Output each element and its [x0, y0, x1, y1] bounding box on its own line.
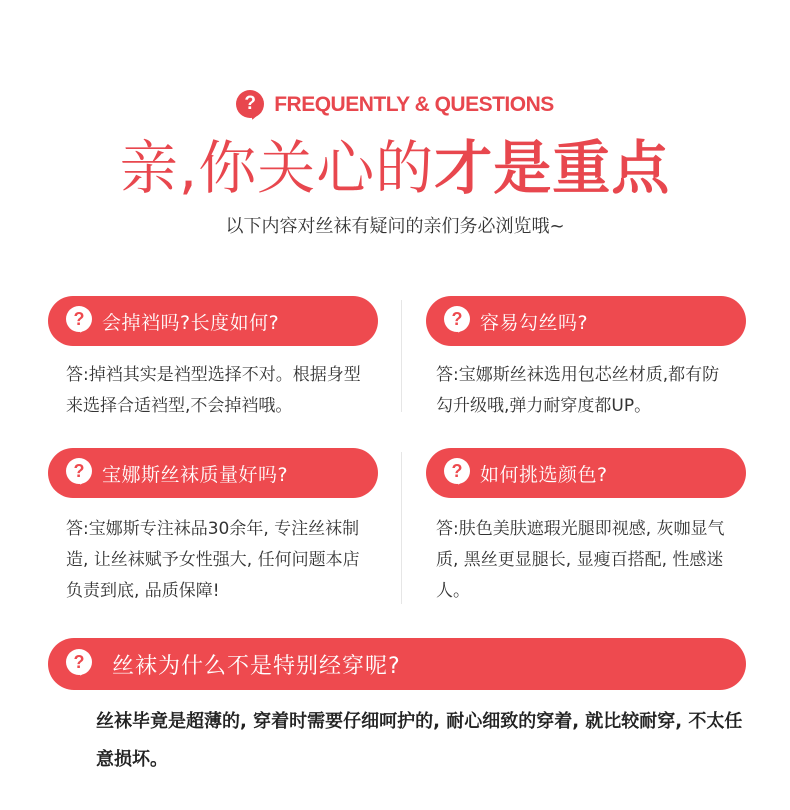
- headline: [0, 130, 790, 206]
- question-bubble-icon: ?: [66, 458, 96, 488]
- subtitle: 以下内容对丝袜有疑问的亲们务必浏览哦~: [225, 216, 565, 237]
- column-divider: [401, 300, 402, 412]
- faq-question-pill: [48, 296, 378, 346]
- headline-bold: 才是重点: [434, 134, 671, 202]
- faq-question: 容易勾丝吗?: [480, 311, 589, 334]
- question-bubble-icon: ?: [444, 458, 474, 488]
- faq-question: 宝娜斯丝袜质量好吗?: [102, 463, 289, 486]
- faq-badge: [0, 90, 790, 126]
- bottom-question: 丝袜为什么不是特别经穿呢?: [112, 653, 401, 679]
- bottom-answer: 丝袜毕竟是超薄的, 穿着时需要仔细呵护的, 耐心细致的穿着, 就比较耐穿, 不太任意损坏。: [96, 711, 743, 770]
- question-bubble-icon: ?: [66, 649, 96, 679]
- faq-answer: 答:宝娜斯丝袜选用包芯丝材质,都有防勾升级哦,弹力耐穿度都UP。: [436, 365, 720, 416]
- column-divider: [401, 452, 402, 604]
- faq-answer: 答:肤色美肤遮瑕光腿即视感, 灰咖显气质, 黑丝更显腿长, 显瘦百搭配, 性感迷人。: [436, 519, 725, 601]
- question-bubble-icon: ?: [236, 90, 266, 120]
- faq-question: 如何挑选颜色?: [480, 463, 608, 486]
- faq-question-pill: [426, 448, 746, 498]
- badge-text: FREQUENTLY & QUESTIONS: [274, 93, 554, 116]
- bottom-question-pill: [48, 638, 746, 690]
- faq-answer: 答:掉裆其实是裆型选择不对。根据身型来选择合适裆型,不会掉裆哦。: [66, 365, 361, 416]
- faq-answer: 答:宝娜斯专注袜品30余年, 专注丝袜制造, 让丝袜赋予女性强大, 任何问题本店负责到底, 品质保障!: [66, 519, 360, 601]
- faq-question-pill: [48, 448, 378, 498]
- faq-question: 会掉裆吗?长度如何?: [102, 311, 280, 334]
- question-bubble-icon: ?: [66, 306, 96, 336]
- faq-question-pill: [426, 296, 746, 346]
- headline-thin: 亲,你关心的: [119, 134, 435, 202]
- question-bubble-icon: ?: [444, 306, 474, 336]
